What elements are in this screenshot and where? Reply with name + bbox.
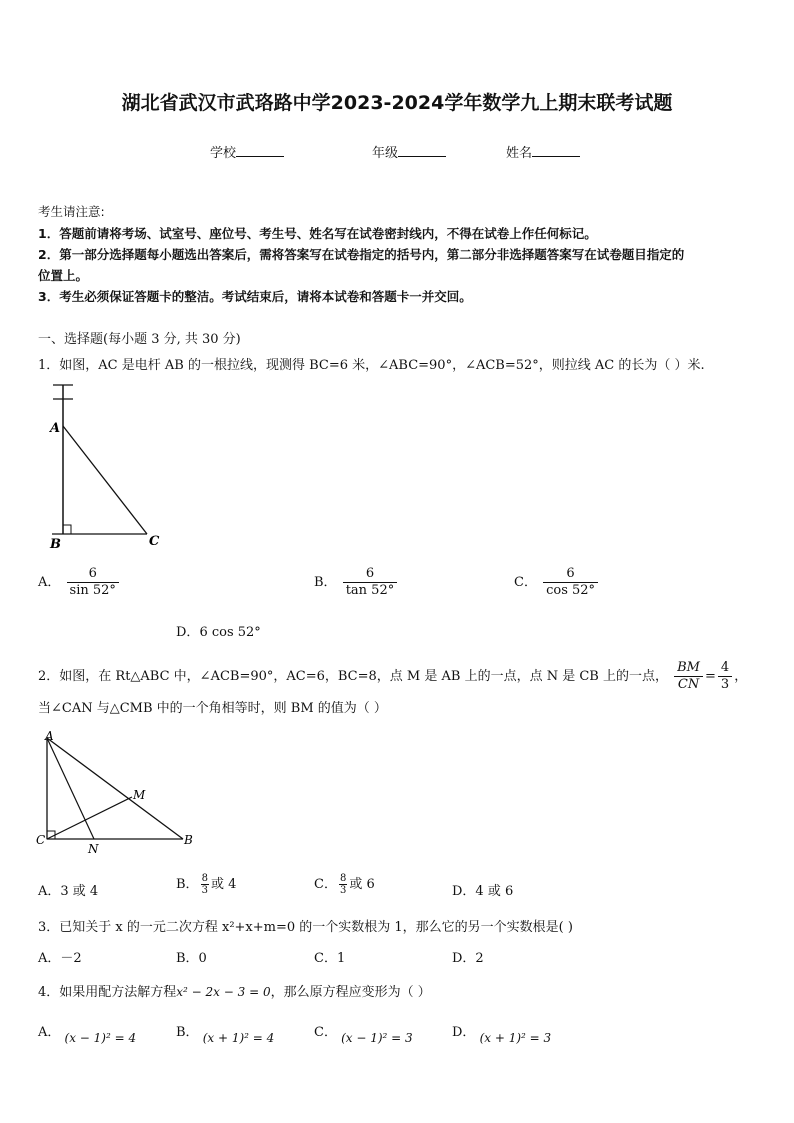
q3-option-d[interactable]: D．2 bbox=[452, 951, 484, 966]
label-a: A bbox=[45, 729, 54, 743]
denominator: cos 52° bbox=[543, 582, 598, 599]
denominator: 3 bbox=[718, 676, 732, 693]
school-label: 学校 bbox=[210, 146, 237, 161]
q2-option-c[interactable] bbox=[314, 873, 375, 896]
option-expr: (x − 1)² = 3 bbox=[341, 1031, 413, 1045]
numerator: 4 bbox=[720, 660, 730, 675]
grade-label: 年级 bbox=[372, 146, 399, 161]
q3-option-c[interactable]: C．1 bbox=[314, 951, 346, 966]
section-heading: 一、选择题(每小题 3 分, 共 30 分) bbox=[38, 332, 241, 347]
option-label: D． bbox=[176, 625, 200, 640]
denominator: 3 bbox=[201, 885, 208, 896]
q2-stem-line2: 当∠CAN 与△CMB 中的一个角相等时，则 BM 的值为（ ） bbox=[38, 701, 387, 716]
option-expr: (x + 1)² = 4 bbox=[202, 1031, 275, 1045]
numerator: BM bbox=[677, 660, 700, 675]
notice-item: 3．考生必须保证答题卡的整洁。考试结束后，请将本试卷和答题卡一并交回。 bbox=[38, 289, 472, 304]
label-a: A bbox=[50, 421, 61, 436]
q4-stem-tail: ，那么原方程应变形为（ ） bbox=[270, 985, 431, 1000]
q2-option-b[interactable] bbox=[176, 873, 236, 896]
q2-stem-line1 bbox=[38, 660, 747, 693]
value-fraction bbox=[718, 660, 732, 693]
q2-option-d[interactable]: D．4 或 6 bbox=[452, 884, 514, 899]
q2-option-a[interactable]: A．3 或 4 bbox=[38, 884, 99, 899]
option-text: 或 6 bbox=[349, 877, 375, 892]
q1-option-c[interactable] bbox=[514, 566, 600, 599]
fraction bbox=[67, 566, 119, 599]
q4-option-a[interactable] bbox=[38, 1021, 137, 1045]
notice-heading: 考生请注意: bbox=[38, 204, 105, 219]
school-blank[interactable] bbox=[236, 144, 284, 157]
name-blank[interactable] bbox=[532, 144, 580, 157]
option-text: 或 4 bbox=[210, 877, 237, 892]
name-field[interactable] bbox=[506, 142, 580, 161]
fraction bbox=[543, 566, 598, 599]
q2-stem-text: 2．如图，在 Rt△ABC 中，∠ACB=90°，AC=6，BC=8，点 M 是 AB 上的一点，点 N 是 CB 上的一点， bbox=[38, 669, 668, 684]
option-label: B． bbox=[176, 877, 199, 892]
name-label: 姓名 bbox=[506, 146, 533, 161]
option-expr: (x + 1)² = 3 bbox=[479, 1031, 552, 1045]
denominator: 3 bbox=[339, 885, 347, 896]
option-label: B． bbox=[176, 1025, 199, 1040]
option-label: C． bbox=[514, 575, 537, 590]
q3-stem: 3．已知关于 x 的一元二次方程 x²+x+m=0 的一个实数根为 1，那么它的另一个实数根是( ) bbox=[38, 920, 573, 935]
q1-option-a[interactable] bbox=[38, 566, 121, 599]
q4-stem-text: 4．如果用配方法解方程 bbox=[38, 985, 177, 1000]
label-b: B bbox=[184, 833, 193, 847]
school-field[interactable] bbox=[210, 142, 284, 161]
q4-stem bbox=[38, 981, 431, 1000]
denominator: CN bbox=[674, 676, 703, 693]
q3-option-a[interactable]: A．－2 bbox=[38, 951, 82, 966]
numerator: 8 bbox=[201, 873, 208, 884]
q2-figure bbox=[36, 728, 206, 856]
numerator: 6 bbox=[88, 566, 97, 581]
equals-sign: = bbox=[705, 669, 716, 684]
q4-option-c[interactable] bbox=[314, 1021, 413, 1045]
label-c: C bbox=[149, 534, 160, 549]
grade-blank[interactable] bbox=[398, 144, 446, 157]
option-text: 6 cos 52° bbox=[199, 625, 261, 640]
option-label: C． bbox=[314, 1025, 337, 1040]
fraction bbox=[201, 873, 209, 896]
page-title: 湖北省武汉市武珞路中学2023-2024学年数学九上期末联考试题 bbox=[121, 92, 673, 114]
q4-option-d[interactable] bbox=[452, 1021, 552, 1045]
q3-option-b[interactable]: B．0 bbox=[176, 951, 207, 966]
q4-option-b[interactable] bbox=[176, 1021, 275, 1045]
option-label: A． bbox=[38, 1025, 61, 1040]
comma: ， bbox=[734, 669, 748, 684]
label-m: M bbox=[133, 788, 146, 802]
notice-item: 2．第一部分选择题每小题选出答案后，需将答案写在试卷指定的括号内，第二部分非选择题答案写在试卷题目指定的 bbox=[38, 247, 685, 262]
numerator: 8 bbox=[339, 873, 347, 884]
denominator: sin 52° bbox=[67, 582, 119, 599]
label-c: C bbox=[36, 833, 46, 847]
fraction bbox=[339, 873, 347, 896]
numerator: 6 bbox=[365, 566, 375, 581]
fraction bbox=[343, 566, 398, 599]
ratio-fraction bbox=[674, 660, 703, 693]
q1-option-d[interactable] bbox=[176, 621, 261, 640]
label-b: B bbox=[50, 537, 61, 552]
denominator: tan 52° bbox=[343, 582, 398, 599]
q1-stem: 1．如图，AC 是电杆 AB 的一根拉线，现测得 BC=6 米，∠ABC=90°，∠ACB=52°，则拉线 AC 的长为（ ）米. bbox=[38, 358, 705, 373]
option-label: C． bbox=[314, 877, 337, 892]
option-expr: (x − 1)² = 4 bbox=[64, 1031, 137, 1045]
option-label: D． bbox=[452, 1025, 476, 1040]
notice-item: 1．答题前请将考场、试室号、座位号、考生号、姓名写在试卷密封线内，不得在试卷上作任何标记。 bbox=[38, 226, 597, 241]
notice-item: 位置上。 bbox=[38, 268, 89, 283]
q4-equation: x² − 2x − 3 = 0 bbox=[176, 985, 271, 999]
option-label: B． bbox=[314, 575, 337, 590]
grade-field[interactable] bbox=[372, 142, 446, 161]
label-n: N bbox=[88, 842, 99, 856]
q1-option-b[interactable] bbox=[314, 566, 399, 599]
numerator: 6 bbox=[566, 566, 575, 581]
q1-figure bbox=[40, 380, 170, 550]
option-label: A． bbox=[38, 575, 61, 590]
